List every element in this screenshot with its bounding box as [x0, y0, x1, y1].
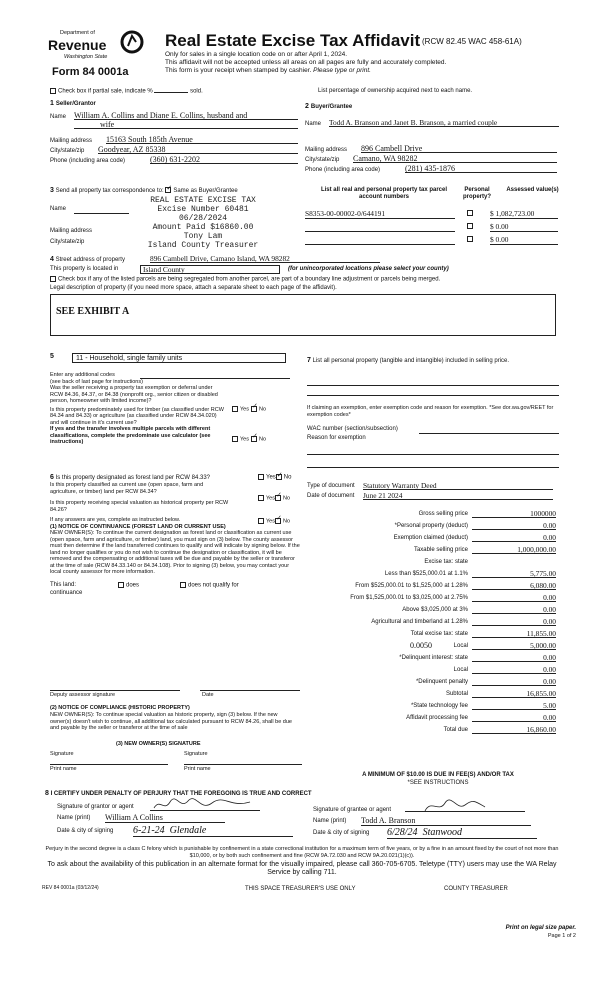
- section-number: 8: [45, 790, 49, 797]
- seller-heading: Seller/Grantor: [55, 101, 96, 107]
- local-rate-field[interactable]: 0.0050: [410, 641, 432, 650]
- tax-row: [300, 691, 558, 702]
- historic-yes-checkbox[interactable]: [258, 518, 264, 524]
- section-number: 5: [50, 353, 54, 360]
- header-note-1: Only for sales in a single location code on or after April 1, 2024.: [165, 51, 348, 58]
- tax-row: [300, 595, 558, 606]
- correspondence-section: 3 Send all property tax correspondence to: ✓ Same as Buyer/Grantee Name Mailing address City/state/zip REAL ESTATE EXCISE TAX Excise Number 60481 06/28/2024 Amount Paid $16860.00 Tony Lam Island County Treasurer: [50, 187, 300, 195]
- legal-description-box[interactable]: SEE EXHIBIT A: [50, 294, 556, 336]
- tax-row: [300, 511, 558, 522]
- logo-dept: Department of: [60, 30, 95, 36]
- buyer-section: 2 Buyer/Grantee Name Todd A. Branson and Janet B. Branson, a married couple Mailing address 896 Cambell Drive City/state/zip Camano, WA 98282 Phone (including area code) (281) 435-1876: [305, 103, 560, 177]
- tax-row-value[interactable]: 5,775.00: [472, 570, 556, 578]
- tax-row-label: Less than $525,000.01 at 1.1%: [384, 571, 468, 577]
- tax-row-label: Excise tax: state: [424, 559, 468, 565]
- forest-land-section: 6 Is this property designated as forest land per RCW 84.33? Yes✓ No Is this property classified as current use (open space, farm and agriculture, or timber) land per RCW 84.34? Yes✓ No Is this property receiving special valuation as historical property per RCW 84.26? Yes✓ No If any answers are yes, complete as instructed below. (1) NOTICE OF CONTINUANCE (FOREST LAND OR CURRENT USE) NEW OWNER(S): To continue the current designation as forest land or classification as current use (open space, farm and agriculture, or timber) land, you must sign on (3) below. The county assessor must then determine if the land transferred continues to qualify and will indicate by signing below. If the land no longer qualifies or you do not wish to continue the designation or classification, it will be removed and the compensating or additional taxes will be due and payable by the seller or transferor at the time of sale (RCW 84.33.140 or 84.34.108). Prior to signing (3) below, you may contact your local county assessor for more information. This land: does does not qualify for continuance Deputy assessor signature Date (2) NOTICE OF COMPLIANCE (HISTORIC PROPERTY) NEW OWNER(S): To continue special valuation as historic property, sign (3) below. If the new owner(s) doesn't wish to continue, all additional tax calculated pursuant to RCW 84.26, shall be due and payable by the seller or transferor at the time of sale (3) NEW OWNER(S) SIGNATURE Signature Signature Print name Print name: [50, 474, 302, 600]
- header-note-2: This affidavit will not be accepted unless all areas on all pages are fully and accurately completed.: [165, 59, 447, 66]
- tax-row: [300, 619, 558, 630]
- current-use-yes-checkbox[interactable]: [258, 495, 264, 501]
- tax-row-value[interactable]: 0.00: [472, 522, 556, 530]
- grantee-signature-field[interactable]: [405, 799, 525, 812]
- tax-row-label: *Delinquent interest: state: [399, 655, 468, 661]
- partial-sale-checkbox[interactable]: [50, 88, 56, 94]
- exemption-no-checkbox[interactable]: [251, 406, 257, 412]
- seller-name-field-line2[interactable]: wife: [74, 121, 298, 129]
- tax-row-value[interactable]: 5,000.00: [472, 642, 556, 650]
- tax-row: [300, 571, 558, 582]
- assessed-value-field[interactable]: $ 0.00: [490, 222, 558, 232]
- section-number: 4: [50, 256, 54, 263]
- tax-row-label: Gross selling price: [418, 511, 468, 517]
- section-number: 6: [50, 474, 54, 481]
- logo-revenue: Revenue: [48, 37, 107, 53]
- grantee-signature-icon: [405, 799, 525, 813]
- personal-property-checkbox[interactable]: [467, 236, 473, 242]
- timber-yes-checkbox[interactable]: [232, 436, 238, 442]
- grantee-name-field[interactable]: Todd A. Branson: [361, 816, 531, 826]
- grantor-signature-field[interactable]: [150, 798, 260, 811]
- treasurer-space-label: THIS SPACE TREASURER'S USE ONLY: [245, 886, 356, 892]
- minimum-due-note: A MINIMUM OF $10.00 IS DUE IN FEE(S) AND/OR TAX: [362, 772, 514, 778]
- partial-sale-row: Check box if partial sale, indicate % sold.: [50, 88, 203, 96]
- seller-section: 1 Seller/Grantor Name William A. Collins and Diane E. Collins, husband and wife Mailing address 15163 South 185th Avenue City/state/zip Goodyear, AZ 85338 Phone (including area code) (360) 631-2202: [50, 100, 300, 168]
- seller-name-field[interactable]: William A. Collins and Diane E. Collins, husband and: [74, 112, 298, 120]
- tax-row-value[interactable]: 16,855.00: [472, 690, 556, 698]
- tax-row-label: From $1,525,000.01 to $3,025,000 at 2.75%: [350, 595, 468, 601]
- tax-row: [300, 667, 558, 678]
- buyer-phone-field[interactable]: (281) 435-1876: [405, 165, 557, 173]
- legal-paper-note: Print on legal size paper.: [505, 925, 576, 931]
- grantor-signature-icon: [150, 798, 260, 812]
- tax-row-value[interactable]: 1000000: [472, 510, 556, 518]
- tax-row-label: Exemption claimed (deduct): [393, 535, 468, 541]
- timber-no-checkbox[interactable]: [251, 436, 257, 442]
- personal-property-checkbox[interactable]: [467, 210, 473, 216]
- historic-no-checkbox[interactable]: [275, 518, 281, 524]
- grantor-name-field[interactable]: William A Collins: [105, 813, 225, 823]
- logo-state: Washington State: [64, 54, 108, 60]
- tax-row-label: Local: [453, 667, 468, 673]
- tax-row-value[interactable]: 0.00: [472, 714, 556, 722]
- tax-row-label: Affidavit processing fee: [406, 715, 468, 721]
- page-number: Page 1 of 2: [547, 933, 576, 939]
- revenue-logo-icon: [120, 30, 144, 54]
- land-does-not-checkbox[interactable]: [180, 582, 186, 588]
- tax-row-value[interactable]: 0.00: [472, 594, 556, 602]
- revision-number: REV 84 0001a (03/12/24): [42, 885, 99, 891]
- tax-row-label: Total due: [443, 727, 468, 733]
- exemption-yes-checkbox[interactable]: [232, 406, 238, 412]
- header-note-3: This form is your receipt when stamped by cashier. Please type or print.: [165, 67, 371, 74]
- tax-row: [300, 643, 558, 654]
- tax-row: [300, 523, 558, 534]
- buyer-city-field[interactable]: Camano, WA 98282: [353, 155, 557, 163]
- certification-section: 8 I CERTIFY UNDER PENALTY OF PERJURY THAT THE FOREGOING IS TRUE AND CORRECT Signature of grantor or agent Name (print) William A Collins Date & city of signing 6-21-24 Glendale Signature of grantee or agent Name (print) Todd A. Branson Date & city of signing 6/28/24 Stanwood: [45, 790, 565, 842]
- tax-row-value[interactable]: 5.00: [472, 702, 556, 710]
- personal-property-checkbox[interactable]: [467, 223, 473, 229]
- document-info: Type of document Statutory Warranty Deed Date of document June 21 2024: [307, 483, 557, 505]
- tax-row-label: *Personal property (deduct): [394, 523, 468, 529]
- dor-logo: [48, 30, 148, 70]
- parcel-number-field[interactable]: S8353-00-00002-0/644191: [305, 209, 455, 219]
- tax-row-value[interactable]: 6,080.00: [472, 582, 556, 590]
- tax-row: [300, 655, 558, 666]
- document-date-field[interactable]: June 21 2024: [363, 492, 553, 500]
- street-address-field[interactable]: 896 Cambell Drive, Camano Island, WA 98282: [150, 255, 380, 263]
- buyer-mailing-field[interactable]: 896 Cambell Drive: [361, 145, 557, 153]
- section-number: 2: [305, 103, 309, 110]
- same-as-buyer-checkbox[interactable]: [165, 187, 171, 193]
- land-does-checkbox[interactable]: [118, 582, 124, 588]
- tax-row-label: Total excise tax: state: [410, 631, 468, 637]
- forest-yes-checkbox[interactable]: [258, 474, 264, 480]
- form-number: Form 84 0001a: [52, 66, 129, 78]
- tax-row-label: Above $3,025,000 at 3%: [402, 607, 468, 613]
- tax-row-value[interactable]: 0.00: [472, 606, 556, 614]
- tax-row: [300, 547, 558, 558]
- treasurer-stamp: REAL ESTATE EXCISE TAX Excise Number 60481 06/28/2024 Amount Paid $16860.00 Tony Lam Island County Treasurer: [147, 196, 259, 250]
- parcel-number-field[interactable]: [305, 222, 455, 232]
- assessed-value-field[interactable]: $ 0.00: [490, 235, 558, 245]
- current-use-no-checkbox[interactable]: [275, 495, 281, 501]
- tax-row-value[interactable]: 1,000,000.00: [472, 546, 556, 554]
- tax-row: [300, 559, 558, 570]
- assessed-value-field[interactable]: $ 1,082,723.00: [490, 209, 558, 219]
- land-use-section: 5 11 - Household, single family units Enter any additional codes (see back of last page for instructions) Was the seller receiving a property tax exemption or deferral under RCW 84.36, 84.37, or 84.38 (nonprofit org., senior citizen or disabled person, homeowner with limited income)? Yes✓ No Is this property predominately used for timber (as classified under RCW 84.34 and 84.33) or agriculture (as classified under RCW 84.34.020) and will continue in it's current use? If yes and the transfer involves multiple parcels with different classifications, complete the predominate use calculator (see instructions) Yes✓ No: [50, 353, 300, 446]
- document-type-field[interactable]: Statutory Warranty Deed: [363, 482, 553, 490]
- tax-row: [300, 703, 558, 714]
- tax-row-value[interactable]: 11,855.00: [472, 630, 556, 638]
- forest-no-checkbox[interactable]: [276, 474, 282, 480]
- tax-row-value[interactable]: 16,860.00: [472, 726, 556, 734]
- tax-row: [300, 607, 558, 618]
- tax-row-value[interactable]: 0.00: [472, 678, 556, 686]
- section-number: 1: [50, 100, 54, 107]
- tax-row-value[interactable]: 0.00: [472, 654, 556, 662]
- land-use-select[interactable]: 11 - Household, single family units: [72, 353, 286, 363]
- see-instructions: *SEE INSTRUCTIONS: [407, 780, 469, 786]
- form-title: Real Estate Excise Tax Affidavit: [165, 31, 421, 50]
- segregated-checkbox[interactable]: [50, 276, 56, 282]
- seller-phone-field[interactable]: (360) 631-2202: [150, 156, 298, 164]
- grantor-date-city-field[interactable]: 6-21-24 Glendale: [133, 825, 293, 837]
- county-treasurer-label: COUNTY TREASURER: [444, 886, 508, 892]
- tax-row: [300, 715, 558, 726]
- tax-row: [300, 679, 558, 690]
- seller-mailing-field[interactable]: 15163 South 185th Avenue: [106, 136, 298, 144]
- list-percentage-note: List percentage of ownership acquired next to each name.: [318, 88, 473, 94]
- section-number: 3: [50, 187, 54, 194]
- personal-property-section: 7 List all personal property (tangible and intangible) included in selling price. If claiming an exemption, enter exemption code and reason for exemption. *See dor.wa.gov/REET for exemption codes* WAC number (section/subsection) Reason for exemption: [307, 357, 559, 365]
- county-select[interactable]: Island County: [140, 265, 280, 274]
- tax-row: [300, 727, 558, 738]
- buyer-heading: Buyer/Grantee: [310, 104, 353, 110]
- tax-row-label: From $525,000.01 to $1,525,000 at 1.28%: [355, 583, 468, 589]
- tax-row-label: *State technology fee: [410, 703, 468, 709]
- property-location-section: 4 Street address of property 896 Cambell Drive, Camano Island, WA 98282 This property is located in Island County (for unincorporated locations please select your county) Check box if any of the listed parcels are being segregated from another parcel, are part of a boundary line adjustment or parcels being merged. Legal description of property (if you need more space, attach a separate sheet to each page of the affidavit). SEE EXHIBIT A: [50, 256, 560, 336]
- section-number: 7: [307, 357, 311, 364]
- parcel-number-field[interactable]: [305, 235, 455, 245]
- tax-row-label: Local: [453, 643, 468, 649]
- tax-row-label: Agricultural and timberland at 1.28%: [371, 619, 468, 625]
- tax-row-label: Taxable selling price: [413, 547, 468, 553]
- grantee-date-city-field[interactable]: 6/28/24 Stanwood: [387, 827, 537, 839]
- seller-city-field[interactable]: Goodyear, AZ 85338: [98, 146, 298, 154]
- tax-row-value[interactable]: 0.00: [472, 534, 556, 542]
- tax-row: [300, 583, 558, 594]
- tax-row-label: *Delinquent penalty: [415, 679, 468, 685]
- accessibility-notice: To ask about the availability of this publication in an alternate format for the visually impaired, please call 360-705-6705. Teletype (TTY) users may use the WA Relay Service by calling 711.: [47, 861, 557, 876]
- tax-row-label: Subtotal: [445, 691, 468, 697]
- tax-row-value[interactable]: 0.00: [472, 666, 556, 674]
- buyer-name-field[interactable]: Todd A. Branson and Janet B. Branson, a married couple: [329, 119, 559, 127]
- tax-row-value[interactable]: 0.00: [472, 618, 556, 626]
- form-title-ref: (RCW 82.45 WAC 458-61A): [422, 37, 522, 46]
- perjury-notice: Perjury in the second degree is a class C felony which is punishable by confinement in a state correctional institution for a maximum term of five years, or by a fine in an amount fixed by the court of not more than $10,000, or by both such confinement and fine (RCW 9A.72.030 and RCW 9A.20.021(1)(c)).: [45, 846, 559, 859]
